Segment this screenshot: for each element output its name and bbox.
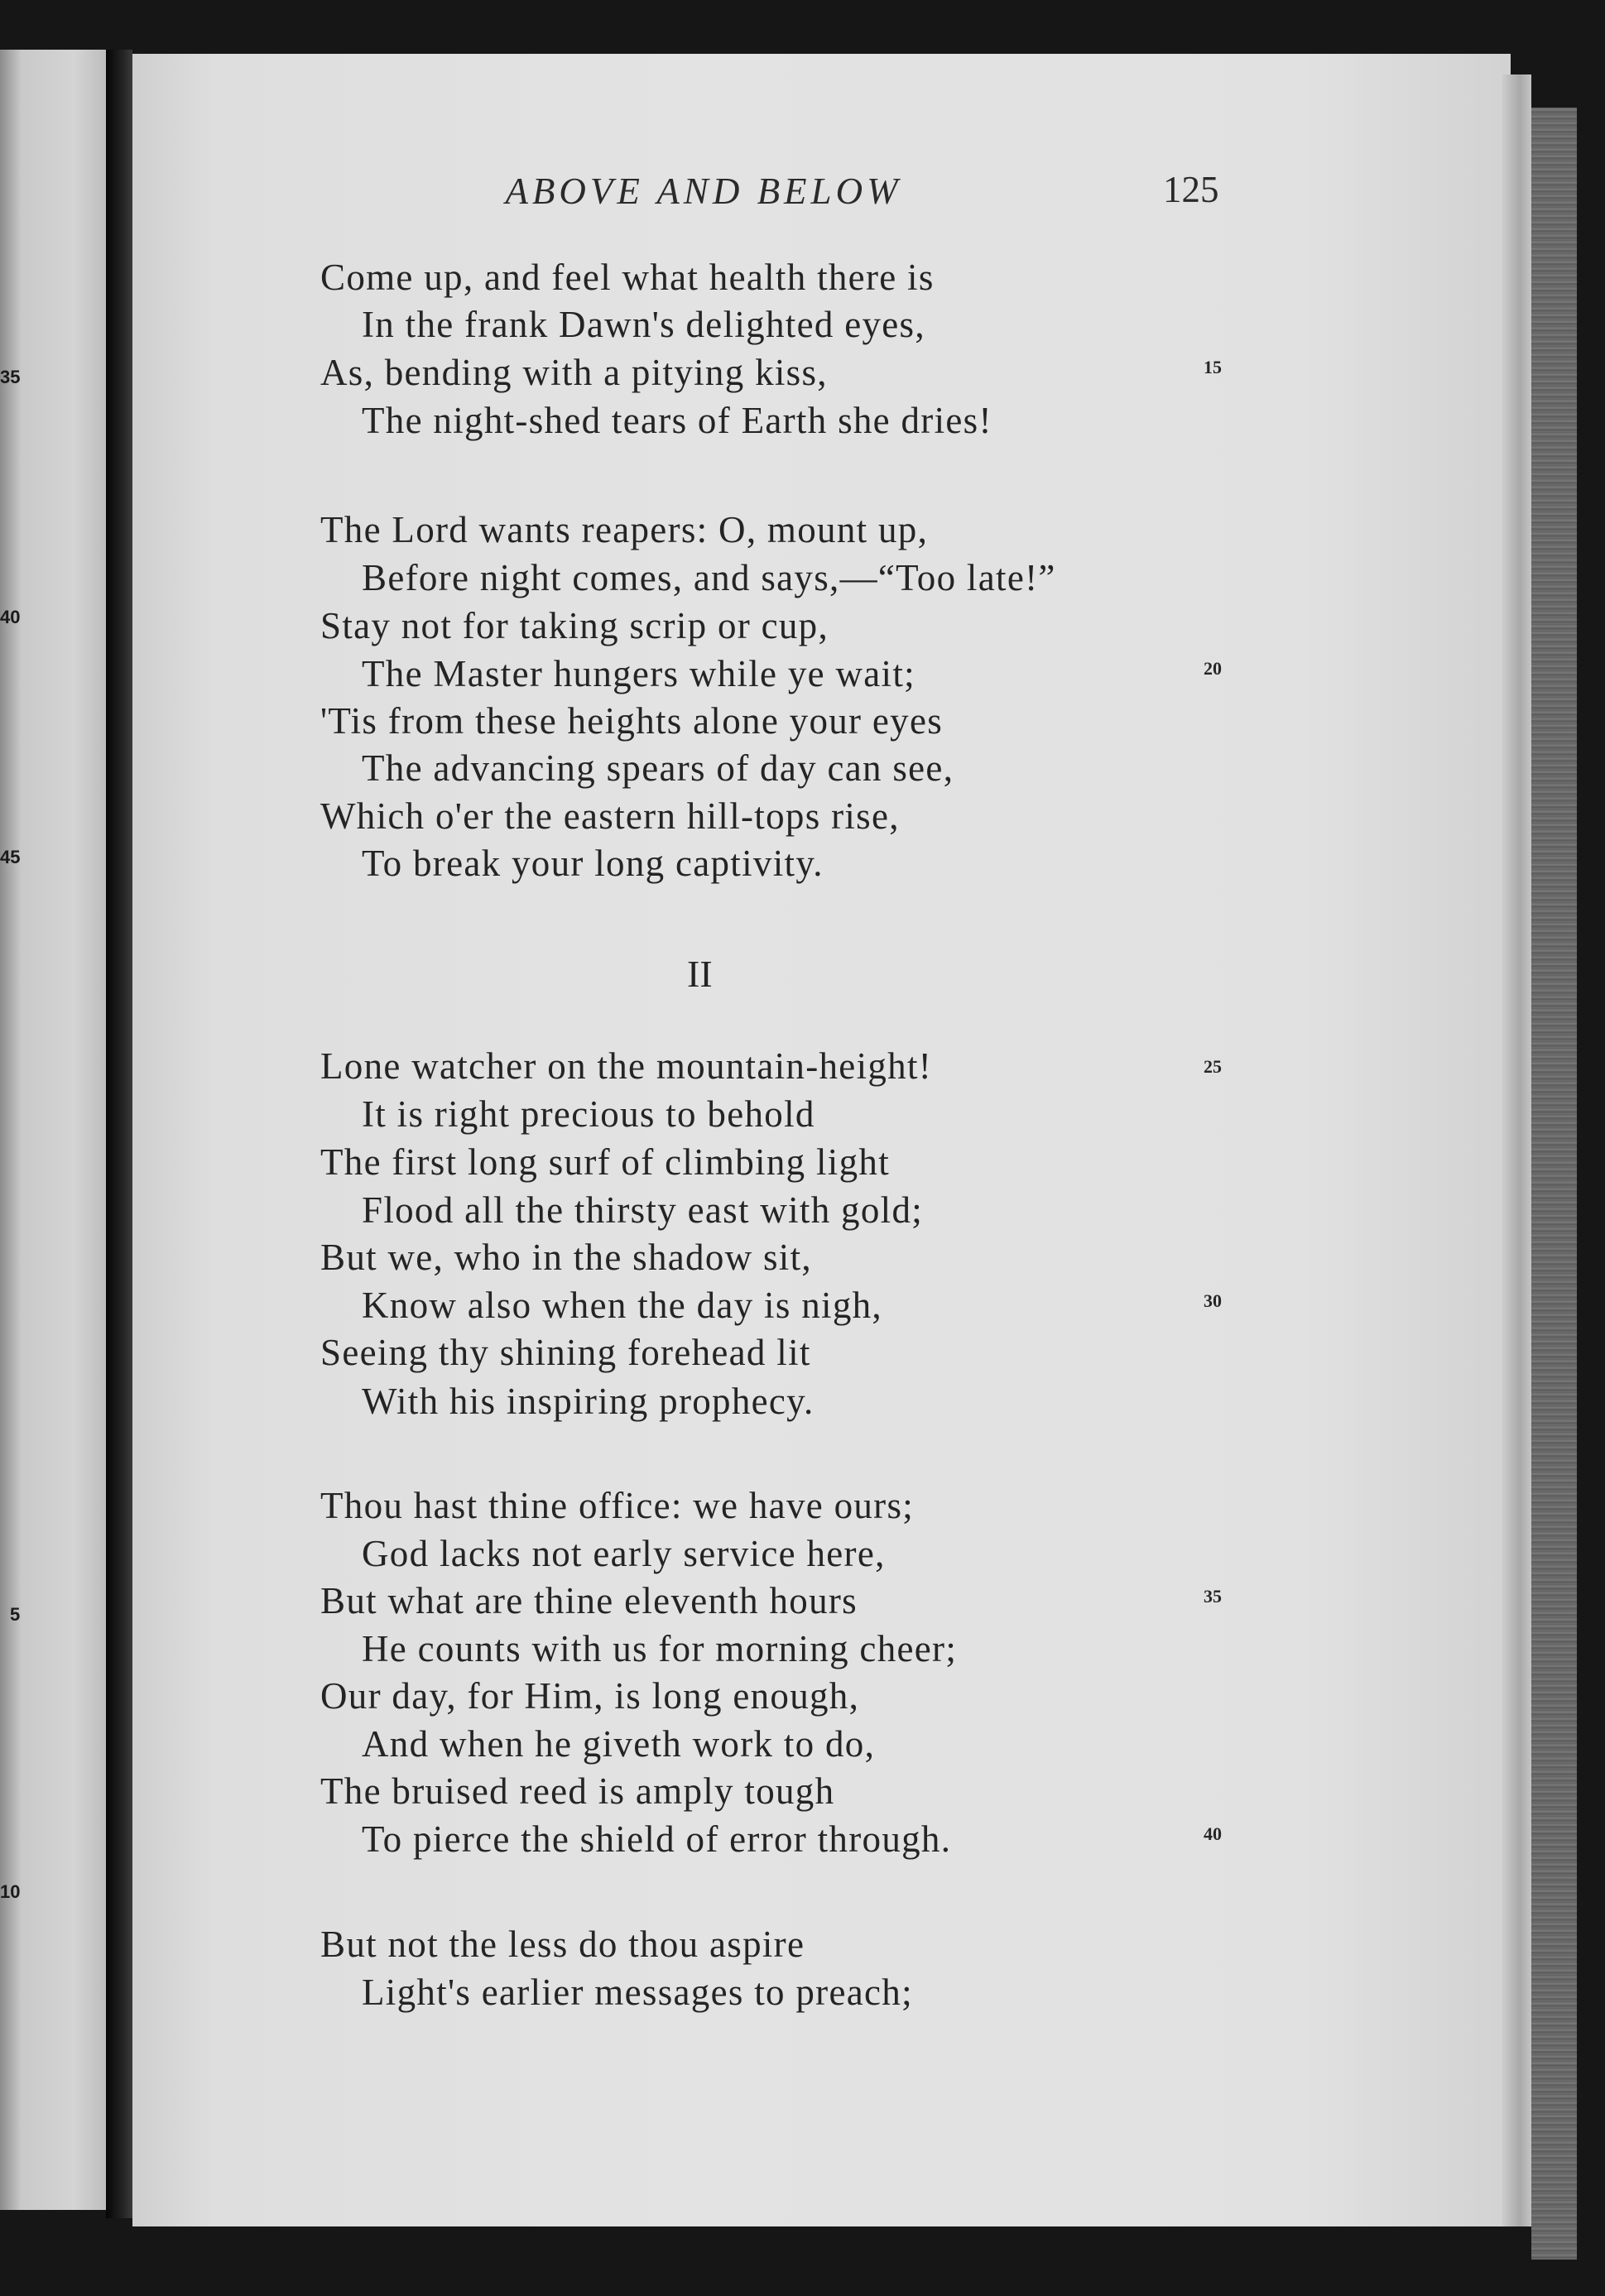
- verse-line: But not the less do thou aspire: [320, 1924, 805, 1965]
- page-stack-edge: [1531, 108, 1577, 2260]
- verse-line: Our day, for Him, is long enough,: [320, 1675, 860, 1717]
- running-title: ABOVE AND BELOW: [505, 171, 902, 212]
- left-line-number: 35: [0, 367, 21, 387]
- verse-line: Stay not for taking scrip or cup,: [320, 605, 829, 646]
- verse-line: As, bending with a pitying kiss,: [320, 352, 828, 393]
- verse-line: Come up, and feel what health there is: [320, 257, 935, 298]
- book-gutter: [106, 50, 132, 2218]
- verse-line: It is right precious to behold: [362, 1093, 815, 1135]
- verse-line: But what are thine eleventh hours: [320, 1580, 858, 1621]
- left-line-number: 45: [0, 847, 21, 867]
- verse-line: With his inspiring prophecy.: [362, 1381, 815, 1422]
- verse-line: But we, who in the shadow sit,: [320, 1237, 812, 1278]
- verse-line: In the frank Dawn's delighted eyes,: [362, 304, 925, 345]
- left-facing-page: [0, 50, 106, 2210]
- verse-line: The Lord wants reapers: O, mount up,: [320, 509, 929, 550]
- verse-line: Flood all the thirsty east with gold;: [362, 1189, 924, 1231]
- left-line-number: 10: [0, 1881, 21, 1902]
- line-number: 20: [1204, 658, 1222, 679]
- verse-line: Light's earlier messages to preach;: [362, 1972, 913, 2013]
- section-number: II: [687, 953, 713, 995]
- verse-line: The Master hungers while ye wait;: [362, 653, 915, 694]
- verse-line: Thou hast thine office: we have ours;: [320, 1485, 915, 1526]
- left-line-number: 5: [10, 1604, 21, 1625]
- verse-line: Before night comes, and says,—“Too late!”: [362, 557, 1056, 598]
- line-number: 15: [1204, 357, 1222, 377]
- verse-line: He counts with us for morning cheer;: [362, 1628, 958, 1669]
- left-line-number: 40: [0, 607, 21, 627]
- line-number: 30: [1204, 1290, 1222, 1311]
- line-number: 25: [1204, 1056, 1222, 1077]
- verse-line: Seeing thy shining forehead lit: [320, 1332, 811, 1373]
- verse-line: God lacks not early service here,: [362, 1533, 886, 1574]
- verse-line: The night-shed tears of Earth she dries!: [362, 400, 992, 441]
- verse-line: To break your long captivity.: [362, 843, 824, 884]
- verse-line: Know also when the day is nigh,: [362, 1285, 882, 1326]
- verse-line: To pierce the shield of error through.: [362, 1818, 952, 1860]
- verse-line: The bruised reed is amply tough: [320, 1770, 835, 1812]
- page-number: 125: [1163, 169, 1219, 210]
- line-number: 35: [1204, 1586, 1222, 1607]
- line-number: 40: [1204, 1823, 1222, 1844]
- verse-line: 'Tis from these heights alone your eyes: [320, 700, 944, 742]
- page-edge: [1502, 74, 1531, 2226]
- verse-line: Which o'er the eastern hill-tops rise,: [320, 795, 900, 837]
- verse-line: And when he giveth work to do,: [362, 1723, 876, 1765]
- verse-line: The first long surf of climbing light: [320, 1141, 891, 1183]
- verse-line: The advancing spears of day can see,: [362, 747, 954, 789]
- verse-line: Lone watcher on the mountain-height!: [320, 1045, 933, 1087]
